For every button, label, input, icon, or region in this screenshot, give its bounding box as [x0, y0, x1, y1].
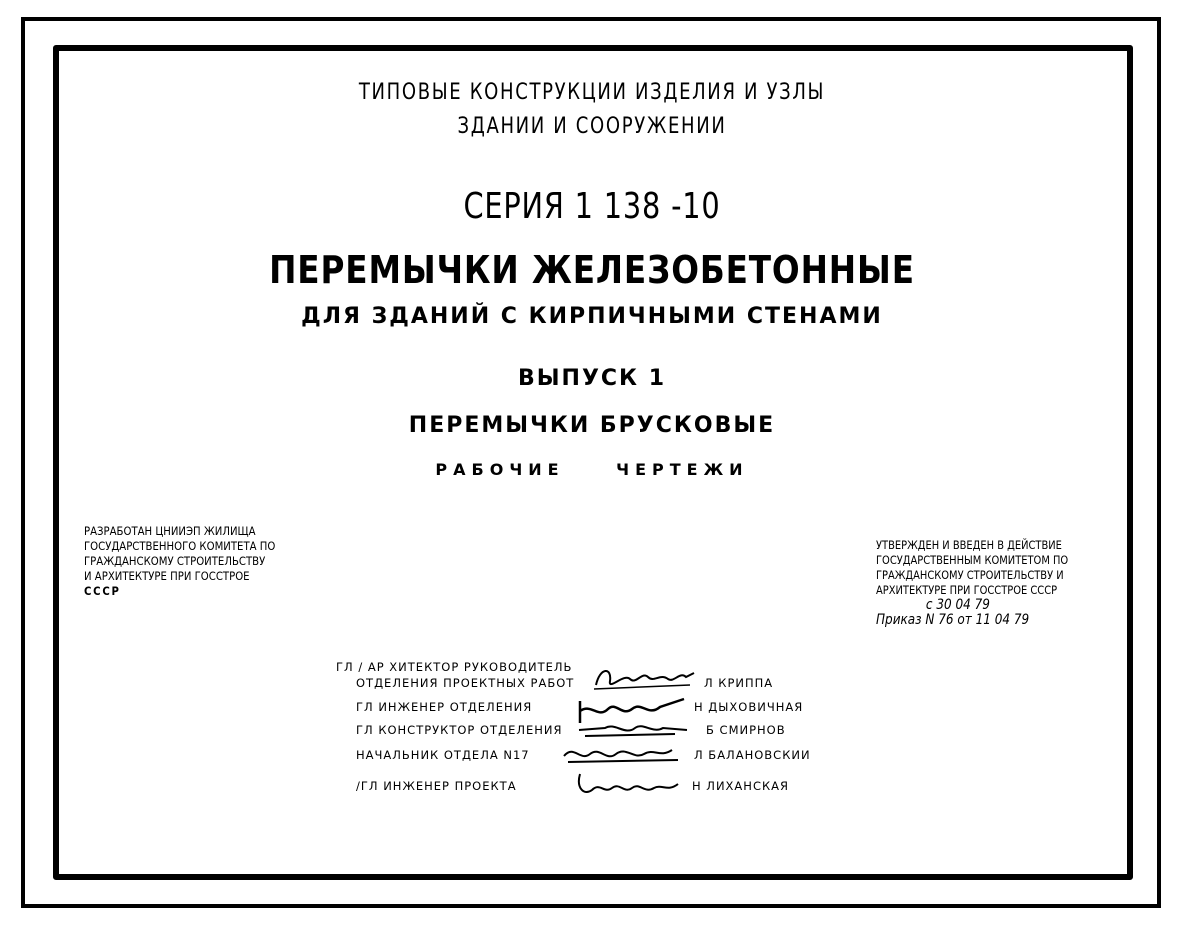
approval-block — [876, 538, 1074, 628]
signatory-name: Н ЛИХАНСКАЯ — [692, 779, 789, 793]
developer-line: ГРАЖДАНСКОМУ СТРОИТЕЛЬСТВУ — [84, 554, 266, 568]
developer-line: ГОСУДАРСТВЕННОГО КОМИТЕТА ПО — [84, 539, 276, 553]
approval-line: УТВЕРЖДЕН И ВВЕДЕН В ДЕЙСТВИЕ — [876, 538, 1062, 552]
header-line-2: ЗДАНИИ И СООРУЖЕНИИ — [457, 114, 727, 139]
signature-scribble — [560, 742, 685, 766]
approval-line: ГОСУДАРСТВЕННЫМ КОМИТЕТОМ ПО — [876, 553, 1069, 567]
series-number: СЕРИЯ 1 138 -10 — [463, 186, 721, 227]
drawing-type: РАБОЧИЕ ЧЕРТЕЖИ — [435, 460, 749, 479]
document-title: ПЕРЕМЫЧКИ ЖЕЛЕЗОБЕТОННЫЕ — [269, 248, 915, 292]
developer-line: СССР — [84, 584, 121, 598]
signatory-name: Б СМИРНОВ — [706, 723, 786, 737]
developer-line: И АРХИТЕКТУРЕ ПРИ ГОССТРОЕ — [84, 569, 250, 583]
approval-date: с 30 04 79 — [925, 597, 990, 613]
approval-line: ГРАЖДАНСКОМУ СТРОИТЕЛЬСТВУ И — [876, 568, 1064, 582]
signature-scribble — [575, 718, 690, 740]
part-title: ПЕРЕМЫЧКИ БРУСКОВЫЕ — [408, 413, 776, 438]
approval-order: Приказ N 76 от 11 04 79 — [876, 612, 1030, 628]
developer-line: РАЗРАБОТАН ЦНИИЭП ЖИЛИЩА — [84, 524, 256, 538]
signatory-name: Л КРИППА — [704, 676, 774, 690]
signatory-position: ОТДЕЛЕНИЯ ПРОЕКТНЫХ РАБОТ — [356, 676, 575, 690]
signature-scribble — [574, 770, 684, 800]
developer-block — [84, 524, 275, 599]
signatory-position: /ГЛ ИНЖЕНЕР ПРОЕКТА — [356, 779, 517, 793]
signatory-position: НАЧАЛЬНИК ОТДЕЛА N17 — [356, 748, 530, 762]
signatory-name: Н ДЫХОВИЧНАЯ — [694, 700, 804, 714]
signatory-position: ГЛ / АР ХИТЕКТОР РУКОВОДИТЕЛЬ — [336, 660, 573, 674]
signature-scribble — [590, 663, 700, 695]
signatory-name: Л БАЛАНОВСКИИ — [694, 748, 811, 762]
header-line-1: ТИПОВЫЕ КОНСТРУКЦИИ ИЗДЕЛИЯ И УЗЛЫ — [358, 80, 826, 105]
signatory-position: ГЛ ИНЖЕНЕР ОТДЕЛЕНИЯ — [356, 700, 533, 714]
document-subtitle: ДЛЯ ЗДАНИЙ С КИРПИЧНЫМИ СТЕНАМИ — [301, 304, 883, 329]
signatory-position: ГЛ КОНСТРУКТОР ОТДЕЛЕНИЯ — [356, 723, 563, 737]
issue-number: ВЫПУСК 1 — [517, 366, 667, 391]
approval-line: АРХИТЕКТУРЕ ПРИ ГОССТРОЕ СССР — [876, 583, 1058, 597]
